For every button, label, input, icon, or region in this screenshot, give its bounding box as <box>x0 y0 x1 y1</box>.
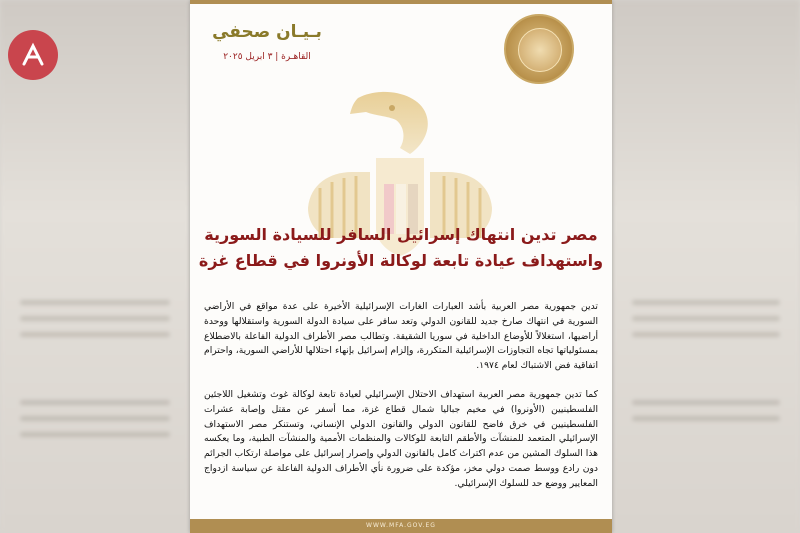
blurred-background-left <box>0 0 190 533</box>
footer-website: WWW.MFA.GOV.EG <box>190 519 612 533</box>
paragraph-1: تدين جمهورية مصر العربية بأشد العبارات الغارات الإسرائيلية الأخيرة على عدة مواقع في الأراضي السورية في انتهاك صارخ جديد للقانون الدولي وتعد سافر على سيادة الدولة السورية واستقلالها ووحدة أراضيها، استغلالاً للأوضاع الداخلية في سوريا الشقيقة. وتطالب مصر الأطراف الدولية الفاعلة بالاضطلاع بمسئولياتها تجاه التجاوزات الإسرائيلية المتكررة، وإلزام إسرائيل بإنهاء احتلالها للأراضي السورية، واحترام اتفاقية فض الاشتباك لعام ١٩٧٤. <box>204 301 598 372</box>
ministry-seal-icon <box>504 14 574 84</box>
headline-line-1: مصر تدين انتهاك إسرائيل السافر للسيادة السورية <box>204 225 598 244</box>
press-release-page <box>190 0 612 533</box>
press-release-title: بـيـان صحفي <box>212 22 322 42</box>
headline <box>190 222 612 274</box>
headline-line-2: واستهداف عيادة تابعة لوكالة الأونروا في قطاع غزة <box>198 251 604 270</box>
blurred-background-right <box>612 0 800 533</box>
paragraph-2: كما تدين جمهورية مصر العربية استهداف الاحتلال الإسرائيلي لعيادة تابعة لوكالة غوث وتشغيل اللاجئين الفلسطينيين (الأونروا) في مخيم جباليا شمال قطاع غزة، مما أسفر عن مقتل وإصابة عشرات الفلسطينيين في خرق فاضح للقانون الدولي والقانون الدولي الإنساني، وتستنكر مصر الاستهداف الإسرائيلي المتعمد للمنشآت والأطقم التابعة للوكالات والمنظمات الأممية والمنشآت الطبية، وما يعكسه هذا السلوك المشين من عدم اكتراث كامل بالقانون الدولي وإصرار إسرائيل على مواصلة ارتكاب الجرائم دون رادع ووسط صمت دولي مخز، مؤكدة على ضرورة نأي الأطراف الدولية الفاعلة عن سياسة ازدواج المعايير ووضع حد للسلوك الإسرائيلي. <box>204 389 598 489</box>
watermark-logo-icon <box>8 30 58 80</box>
top-gold-bar <box>190 0 612 4</box>
dateline: القاهـرة | ٣ ابريل ٢٠٢٥ <box>223 52 311 62</box>
